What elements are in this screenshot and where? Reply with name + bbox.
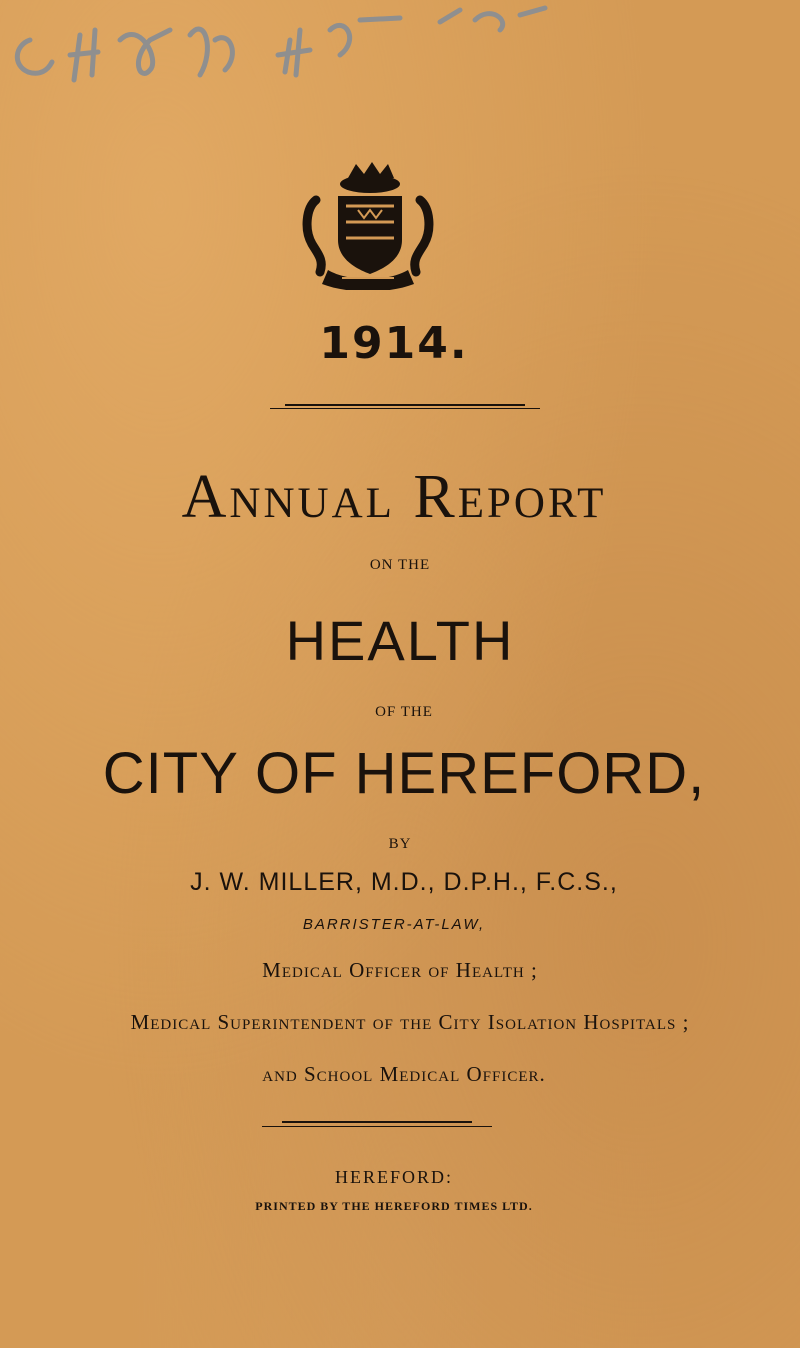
author-role-superintendent: Medical Superintendent of the City Isolation Hospitals ; — [130, 1010, 690, 1034]
handwritten-annotation — [0, 0, 560, 90]
author-role-medical-officer: Medical Officer of Health ; — [262, 958, 538, 982]
author-name: J. W. MILLER, M.D., D.P.H., F.C.S., — [190, 868, 618, 896]
printer-credit: PRINTED BY THE HEREFORD TIMES LTD. — [255, 1199, 533, 1213]
author-qualification: BARRISTER-AT-LAW, — [302, 916, 486, 933]
divider-rule — [285, 404, 525, 406]
coat-of-arms-emblem — [298, 160, 438, 290]
report-title: Annual Report — [181, 463, 607, 531]
author-role-school-officer: and School Medical Officer. — [262, 1062, 546, 1086]
title-connector-of-the: OF THE — [375, 704, 433, 720]
divider-rule — [262, 1126, 492, 1127]
title-connector-on-the: ON THE — [369, 557, 431, 573]
report-place: CITY OF HEREFORD, — [102, 741, 706, 806]
by-label: BY — [388, 836, 412, 852]
publication-place: HEREFORD: — [334, 1167, 453, 1187]
report-year: 1914. — [319, 318, 469, 369]
divider-rule — [270, 408, 540, 409]
report-subject: HEALTH — [285, 609, 515, 672]
divider-rule — [282, 1121, 472, 1123]
